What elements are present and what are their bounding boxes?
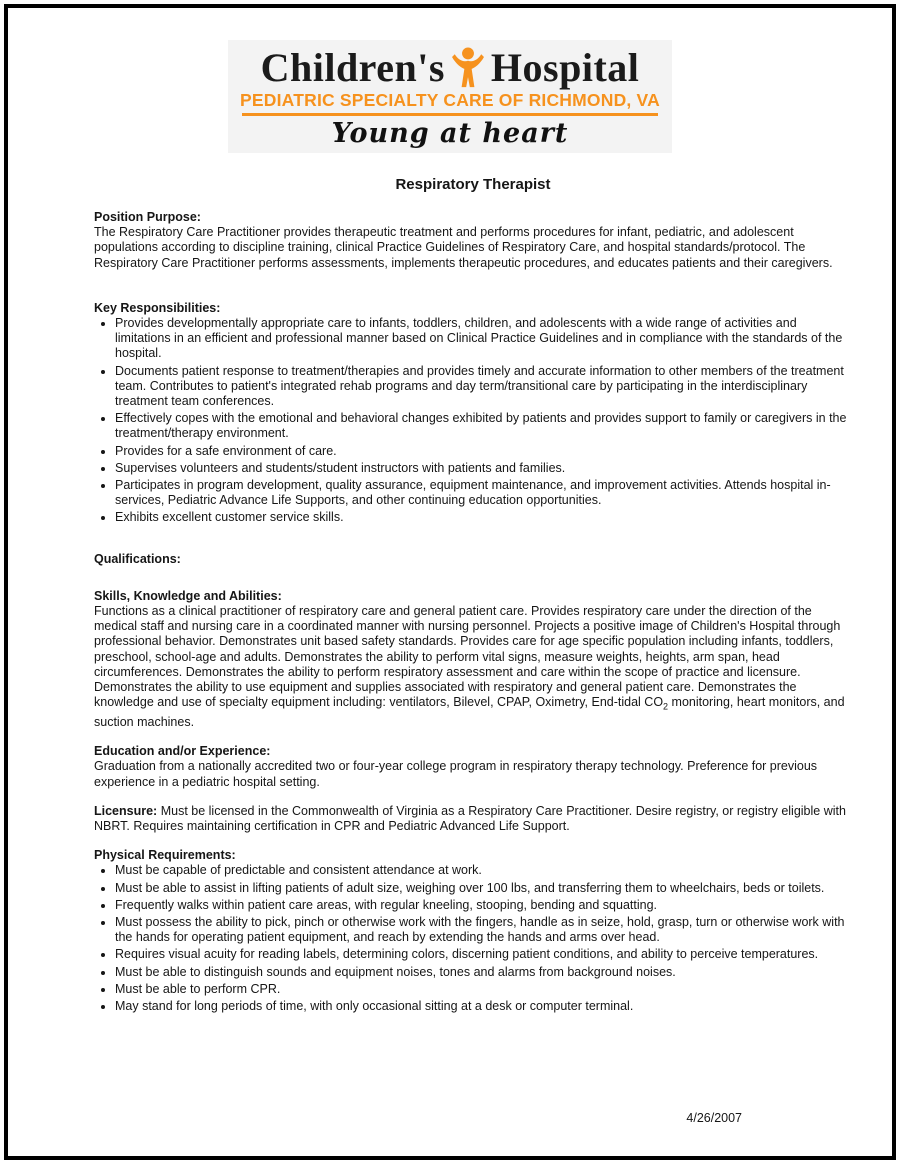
licensure-paragraph bbox=[94, 804, 852, 834]
physical-requirements-list bbox=[94, 863, 852, 1014]
section-physical-requirements bbox=[94, 848, 852, 1014]
logo-name bbox=[261, 47, 640, 89]
list-item: • Must be capable of predictable and consistent attendance at work. bbox=[115, 863, 852, 878]
logo-name-part1: Children's bbox=[260, 45, 445, 90]
document-footer bbox=[8, 1101, 892, 1156]
list-item: • Must be able to perform CPR. bbox=[115, 982, 852, 997]
section-position-purpose bbox=[94, 210, 852, 271]
qualifications-heading: Qualifications: bbox=[94, 551, 181, 566]
list-item: • Supervises volunteers and students/student instructors with patients and families. bbox=[115, 461, 852, 476]
section-skills bbox=[94, 589, 852, 730]
section-key-responsibilities bbox=[94, 301, 852, 526]
list-item: • Must possess the ability to pick, pinch or otherwise work with the fingers, handle as in seize, hold, grasp, turn or otherwise work with the hands for operating patient equipment, and reach by extending the hands and arms over head. bbox=[115, 915, 852, 945]
logo-block bbox=[228, 40, 672, 153]
document-body bbox=[8, 8, 892, 1101]
list-item: • Participates in program development, quality assurance, equipment maintenance, and improvement activities. Attends hospital in-services, Pediatric Advance Life Supports, and other continuing education opportunities. bbox=[115, 478, 852, 508]
list-item: • Documents patient response to treatment/therapies and provides timely and accurate information to other members of the treatment team. Contributes to patient's integrated rehab programs and day term/transitional care by participating in the interdisciplinary treatment team conferences. bbox=[115, 364, 852, 410]
key-responsibilities-list bbox=[94, 316, 852, 526]
page-title: Respiratory Therapist bbox=[395, 176, 551, 193]
position-purpose-paragraph: The Respiratory Care Practitioner provides therapeutic treatment and performs procedures for infant, pediatric, and adolescent populations according to discipline training, clinical Practice Guidelines of Respiratory Care, and hospital standards/protocol. The Respiratory Care Practitioner performs assessments, implements therapeutic procedures, and educates patients and their caregivers. bbox=[94, 225, 833, 270]
child-figure-icon bbox=[451, 47, 485, 89]
section-qualifications bbox=[94, 552, 852, 567]
logo-underline bbox=[242, 113, 658, 116]
logo-tagline: Young at heart bbox=[331, 118, 569, 149]
list-item: • Effectively copes with the emotional and behavioral changes exhibited by patients and provides support to family or caregivers in the treatment/therapy environment. bbox=[115, 411, 852, 441]
list-item: • Provides developmentally appropriate care to infants, toddlers, children, and adolescents with a wide range of activities and limitations in an efficient and professional manner based on Clinical Practice Guidelines and in compliance with the standards of the hospital. bbox=[115, 316, 852, 362]
skills-subscript: 2 bbox=[663, 701, 669, 712]
footer-date: 4/26/2007 bbox=[686, 1110, 742, 1125]
list-item: • Requires visual acuity for reading labels, determining colors, discerning patient conditions, and ability to perceive temperatures. bbox=[115, 947, 852, 962]
logo-name-part2: Hospital bbox=[490, 45, 640, 90]
hospital-logo bbox=[8, 40, 892, 153]
document-page bbox=[4, 4, 896, 1160]
position-purpose-heading: Position Purpose: bbox=[94, 210, 201, 224]
list-item: • Must be able to assist in lifting patients of adult size, weighing over 100 lbs, and transferring them to wheelchairs, beds or toilets. bbox=[115, 881, 852, 896]
list-item: • May stand for long periods of time, with only occasional sitting at a desk or computer terminal. bbox=[115, 999, 852, 1014]
skills-text-tail: monitoring, heart monitors, and suction machines. bbox=[94, 695, 845, 729]
key-responsibilities-heading: Key Responsibilities: bbox=[94, 300, 221, 315]
licensure-text: Must be licensed in the Commonwealth of Virginia as a Respiratory Care Practitioner. Desire registry, or registry eligible with NBRT. Requires maintaining certification in CPR and Pediatric Advanced Life Support. bbox=[94, 803, 846, 833]
list-item: • Must be able to distinguish sounds and equipment noises, tones and alarms from background noises. bbox=[115, 965, 852, 980]
education-paragraph: Graduation from a nationally accredited two or four-year college program in respiratory therapy technology. Preference for previous experience in a pediatric hospital setting. bbox=[94, 759, 818, 789]
skills-text-main: Functions as a clinical practitioner of respiratory care and general patient care. Provides respiratory care under the direction of the medical staff and nursing care in a coordinated manner with nursing personnel. Projects a positive image of Children's Hospital through professional behavior. Demonstrates unit based safety standards. Provides care for age specific population including infants, toddlers, preschool, school-age and adults. Demonstrates the ability to perform vital signs, measure weights, heights, arm span, head circumferences. Demonstrates the ability to perform respiratory assessment and care within the scope of practice and licensure. Demonstrates the ability to use equipment and supplies associated with respiratory and general patient care. Demonstrates the knowledge and use of specialty equipment including: ventilators, Bilevel, CPAP, Oximetry, End-tidal CO bbox=[94, 604, 841, 710]
section-education bbox=[94, 744, 852, 790]
skills-heading: Skills, Knowledge and Abilities: bbox=[94, 588, 282, 603]
licensure-label: Licensure: bbox=[94, 803, 158, 818]
education-heading: Education and/or Experience: bbox=[94, 744, 271, 759]
list-item: • Exhibits excellent customer service skills. bbox=[115, 510, 852, 525]
list-item: • Frequently walks within patient care areas, with regular kneeling, stooping, bending and squatting. bbox=[115, 898, 852, 913]
section-licensure bbox=[94, 804, 852, 834]
physical-requirements-heading: Physical Requirements: bbox=[94, 848, 236, 863]
skills-paragraph bbox=[94, 604, 852, 730]
list-item: • Provides for a safe environment of care. bbox=[115, 444, 852, 459]
logo-subtitle: PEDIATRIC SPECIALTY CARE OF RICHMOND, VA bbox=[240, 90, 660, 110]
